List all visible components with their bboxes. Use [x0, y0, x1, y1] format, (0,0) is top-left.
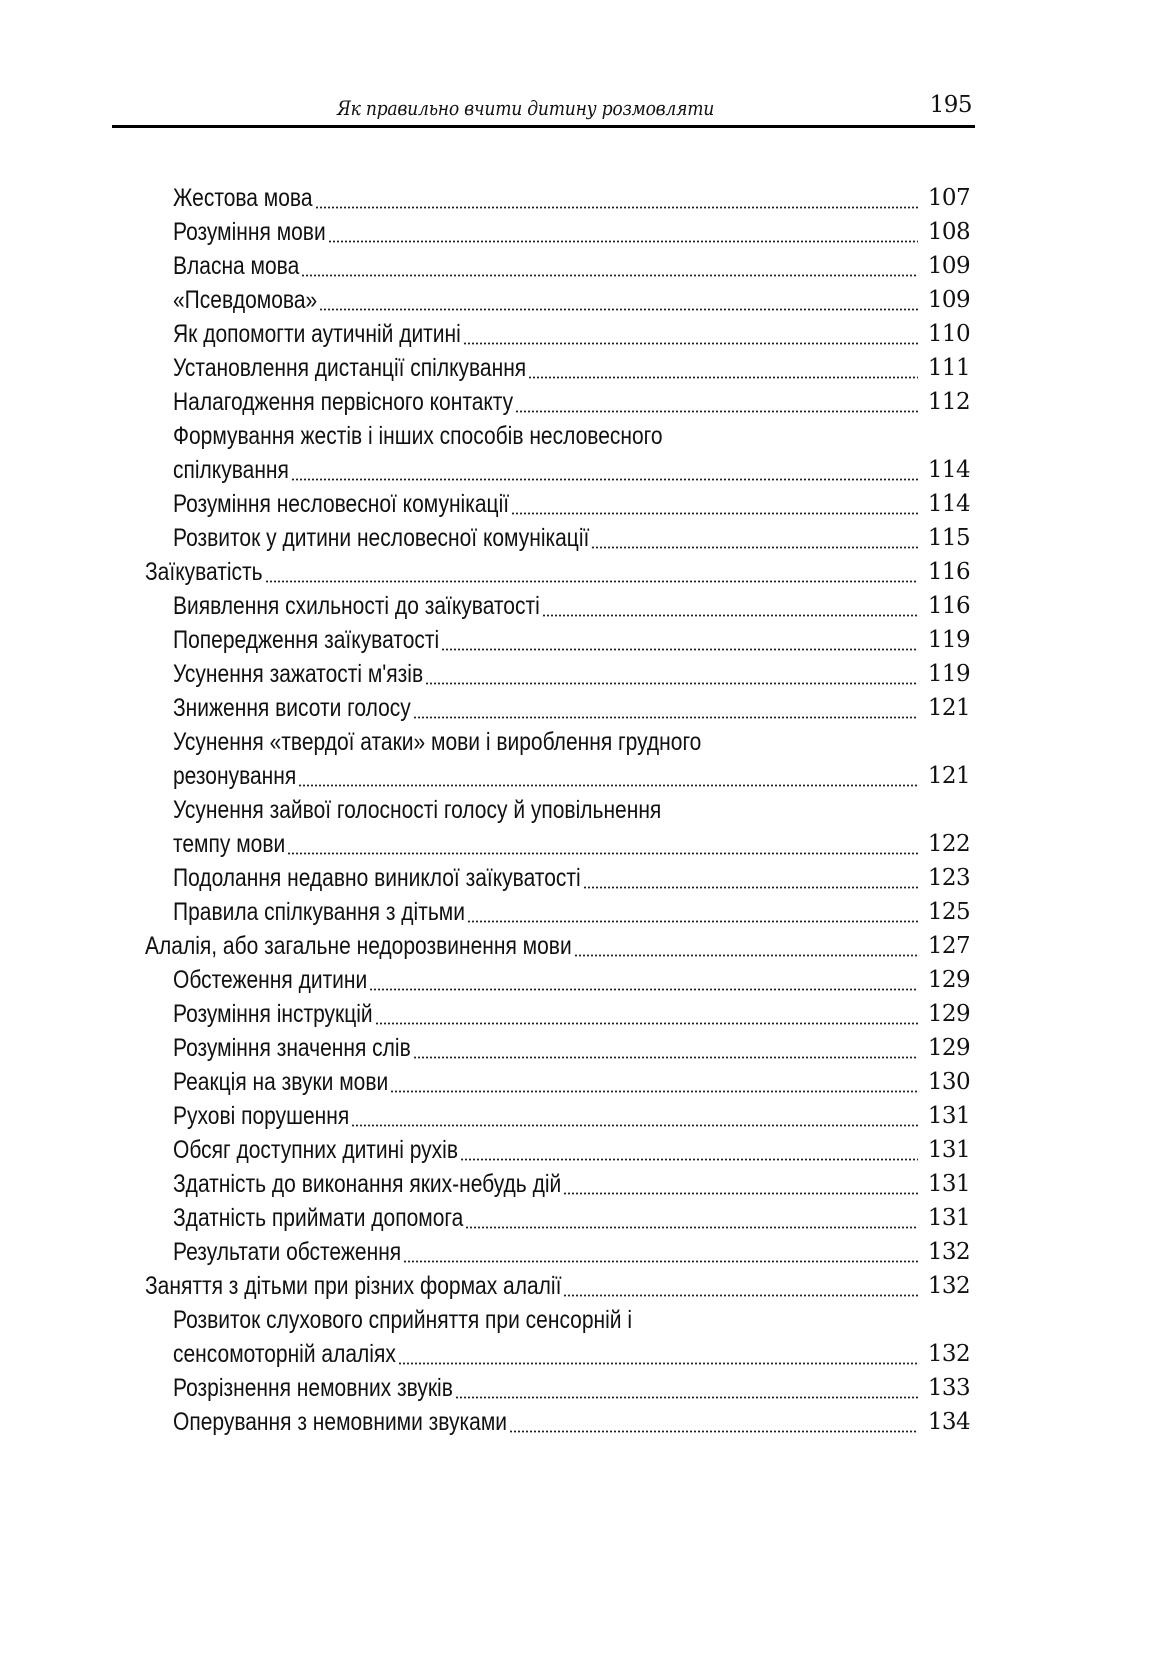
- toc-entry-page: 132: [927, 1273, 970, 1299]
- toc-entry-title: Усунення зайвої голосності голосу й уповільнення: [173, 796, 662, 824]
- toc-entry[interactable]: [0, 827, 1158, 861]
- toc-entry-title: Попередження заїкуватості: [173, 626, 440, 654]
- dot-leader: [509, 1430, 918, 1433]
- toc-entry[interactable]: [0, 453, 1158, 487]
- toc-entry-title: Правила спілкування з дітьми: [173, 898, 465, 926]
- dot-leader: [315, 206, 918, 209]
- toc-entry-page: 108: [927, 219, 970, 245]
- toc-entry[interactable]: [0, 657, 1158, 691]
- toc-entry-title: Результати обстеження: [173, 1238, 402, 1266]
- toc-entry-title: Обсяг доступних дитині рухів: [173, 1136, 459, 1164]
- toc-entry[interactable]: [0, 351, 1158, 385]
- toc-entry-title: Розуміння несловесної комунікації: [173, 490, 510, 518]
- dot-leader: [287, 852, 918, 855]
- dot-leader: [515, 410, 918, 413]
- toc-entry-page: 114: [927, 491, 970, 517]
- toc-entry-page: 129: [927, 1001, 970, 1027]
- toc-entry-page: 131: [927, 1171, 970, 1197]
- toc-entry-title: темпу мови: [173, 830, 286, 858]
- toc-entry-page: 132: [927, 1239, 970, 1265]
- running-title: Як правильно вчити дитину розмовляти: [337, 96, 715, 120]
- toc-entry-page: 115: [927, 525, 970, 551]
- toc-entry-title: Як допомогти аутичній дитині: [173, 320, 461, 348]
- toc-entry-page: 132: [927, 1341, 970, 1367]
- dot-leader: [369, 988, 918, 991]
- toc-entry-title: Установлення дистанції спілкування: [173, 354, 527, 382]
- toc-entry[interactable]: [0, 385, 1158, 419]
- toc-entry-page: 123: [927, 865, 970, 891]
- toc-entry-page: 131: [927, 1103, 970, 1129]
- dot-leader: [390, 1090, 918, 1093]
- dot-leader: [301, 274, 918, 277]
- toc-entry-page: 131: [927, 1137, 970, 1163]
- toc-entry-page: 109: [927, 287, 970, 313]
- toc-entry-title: Рухові порушення: [173, 1102, 350, 1130]
- dot-leader: [583, 886, 918, 889]
- toc-entry-page: 107: [927, 185, 970, 211]
- toc-entry-title: Обстеження дитини: [173, 966, 368, 994]
- toc-entry[interactable]: [0, 555, 1158, 589]
- header-rule: [112, 125, 975, 128]
- toc-entry-page: 116: [927, 593, 970, 619]
- toc-entry-title: Жестова мова: [173, 184, 313, 212]
- toc-entry-title: Налагодження первісного контакту: [173, 388, 514, 416]
- dot-leader: [574, 954, 918, 957]
- toc-entry[interactable]: [0, 317, 1158, 351]
- toc-entry-page: 110: [927, 321, 970, 347]
- toc-entry-title: Розуміння значення слів: [173, 1034, 411, 1062]
- toc-entry[interactable]: [0, 1405, 1158, 1439]
- toc-entry-continued[interactable]: [0, 419, 1158, 453]
- page-header: [112, 88, 975, 128]
- toc-entry-title: Формування жестів і інших способів несловесного: [173, 422, 663, 450]
- toc-entry[interactable]: [0, 1031, 1158, 1065]
- toc-entry[interactable]: [0, 1065, 1158, 1099]
- toc-entry-page: 119: [927, 661, 970, 687]
- toc-entry[interactable]: [0, 759, 1158, 793]
- dot-leader: [413, 716, 918, 719]
- toc-entry[interactable]: [0, 861, 1158, 895]
- toc-entry[interactable]: [0, 487, 1158, 521]
- toc-entry-title: Усунення зажатості м'язів: [173, 660, 424, 688]
- toc-entry-page: 129: [927, 967, 970, 993]
- toc-entry-title: Реакція на звуки мови: [173, 1068, 389, 1096]
- toc-entry-continued[interactable]: [0, 1303, 1158, 1337]
- toc-entry-page: 109: [927, 253, 970, 279]
- toc-entry-title: Зниження висоти голосу: [173, 694, 411, 722]
- toc-entry-title: Розрізнення немовних звуків: [173, 1374, 453, 1402]
- toc-entry-title: Усунення «твердої атаки» мови і вироблення грудного: [173, 728, 702, 756]
- dot-leader: [425, 682, 918, 685]
- toc-entry[interactable]: [0, 181, 1158, 215]
- toc-entry-page: 122: [927, 831, 970, 857]
- toc-entry-page: 116: [927, 559, 970, 585]
- toc-entry-continued[interactable]: [0, 725, 1158, 759]
- dot-leader: [265, 580, 918, 583]
- dot-leader: [375, 1022, 918, 1025]
- toc-entry-page: 134: [927, 1409, 970, 1435]
- table-of-contents: [0, 181, 1158, 1439]
- toc-entry-title: Алалія, або загальне недорозвинення мови: [145, 932, 572, 960]
- toc-entry[interactable]: [0, 963, 1158, 997]
- toc-entry-title: «Псевдомова»: [173, 286, 318, 314]
- toc-entry-title: Здатність до виконання яких-небудь дій: [173, 1170, 562, 1198]
- toc-entry-title: Заняття з дітьми при різних формах алалії: [145, 1272, 562, 1300]
- dot-leader: [291, 478, 918, 481]
- dot-leader: [403, 1260, 918, 1263]
- page-number: 195: [929, 92, 972, 118]
- dot-leader: [441, 648, 918, 651]
- toc-entry[interactable]: [0, 895, 1158, 929]
- toc-entry-title: Розвиток слухового сприйняття при сенсорній і: [173, 1306, 633, 1334]
- toc-entry-page: 111: [927, 355, 970, 381]
- toc-entry-title: Розуміння інструкцій: [173, 1000, 373, 1028]
- dot-leader: [413, 1056, 918, 1059]
- dot-leader: [467, 920, 918, 923]
- toc-entry-title: Розуміння мови: [173, 218, 326, 246]
- toc-entry-page: 119: [927, 627, 970, 653]
- toc-entry-title: спілкування: [173, 456, 289, 484]
- toc-entry-page: 129: [927, 1035, 970, 1061]
- toc-entry[interactable]: [0, 623, 1158, 657]
- toc-entry-page: 121: [927, 763, 970, 789]
- toc-entry-title: Оперування з немовними звуками: [173, 1408, 507, 1436]
- toc-entry-title: Подолання недавно виниклої заїкуватості: [173, 864, 581, 892]
- dot-leader: [542, 614, 918, 617]
- dot-leader: [511, 512, 918, 515]
- toc-entry[interactable]: [0, 283, 1158, 317]
- toc-entry-title: Власна мова: [173, 252, 300, 280]
- dot-leader: [455, 1396, 918, 1399]
- toc-entry[interactable]: [0, 929, 1158, 963]
- dot-leader: [563, 1192, 918, 1195]
- toc-entry-title: Виявлення схильності до заїкуватості: [173, 592, 540, 620]
- toc-entry[interactable]: [0, 589, 1158, 623]
- dot-leader: [398, 1362, 918, 1365]
- dot-leader: [298, 784, 918, 787]
- toc-entry-page: 112: [927, 389, 970, 415]
- toc-entry[interactable]: [0, 1099, 1158, 1133]
- dot-leader: [319, 308, 918, 311]
- toc-entry-title: Здатність приймати допомога: [173, 1204, 464, 1232]
- dot-leader: [463, 342, 918, 345]
- toc-entry[interactable]: [0, 691, 1158, 725]
- toc-entry-page: 114: [927, 457, 970, 483]
- toc-entry[interactable]: [0, 1201, 1158, 1235]
- toc-entry[interactable]: [0, 1269, 1158, 1303]
- dot-leader: [465, 1226, 918, 1229]
- toc-entry[interactable]: [0, 997, 1158, 1031]
- toc-entry-page: 127: [927, 933, 970, 959]
- toc-entry-title: сенсомоторній алаліях: [173, 1340, 396, 1368]
- dot-leader: [351, 1124, 918, 1127]
- toc-entry-title: Розвиток у дитини несловесної комунікації: [173, 524, 590, 552]
- toc-entry[interactable]: [0, 249, 1158, 283]
- toc-entry-page: 131: [927, 1205, 970, 1231]
- toc-entry-page: 125: [927, 899, 970, 925]
- toc-entry[interactable]: [0, 215, 1158, 249]
- toc-entry[interactable]: [0, 521, 1158, 555]
- toc-entry-page: 133: [927, 1375, 970, 1401]
- toc-entry-title: резонування: [173, 762, 297, 790]
- toc-entry-page: 121: [927, 695, 970, 721]
- toc-entry[interactable]: [0, 1337, 1158, 1371]
- dot-leader: [328, 240, 918, 243]
- toc-entry-continued[interactable]: [0, 793, 1158, 827]
- dot-leader: [591, 546, 918, 549]
- toc-entry[interactable]: [0, 1235, 1158, 1269]
- dot-leader: [528, 376, 918, 379]
- dot-leader: [563, 1294, 918, 1297]
- toc-entry[interactable]: [0, 1133, 1158, 1167]
- toc-entry[interactable]: [0, 1371, 1158, 1405]
- toc-entry-page: 130: [927, 1069, 970, 1095]
- dot-leader: [460, 1158, 918, 1161]
- toc-entry[interactable]: [0, 1167, 1158, 1201]
- toc-entry-title: Заїкуватість: [145, 558, 263, 586]
